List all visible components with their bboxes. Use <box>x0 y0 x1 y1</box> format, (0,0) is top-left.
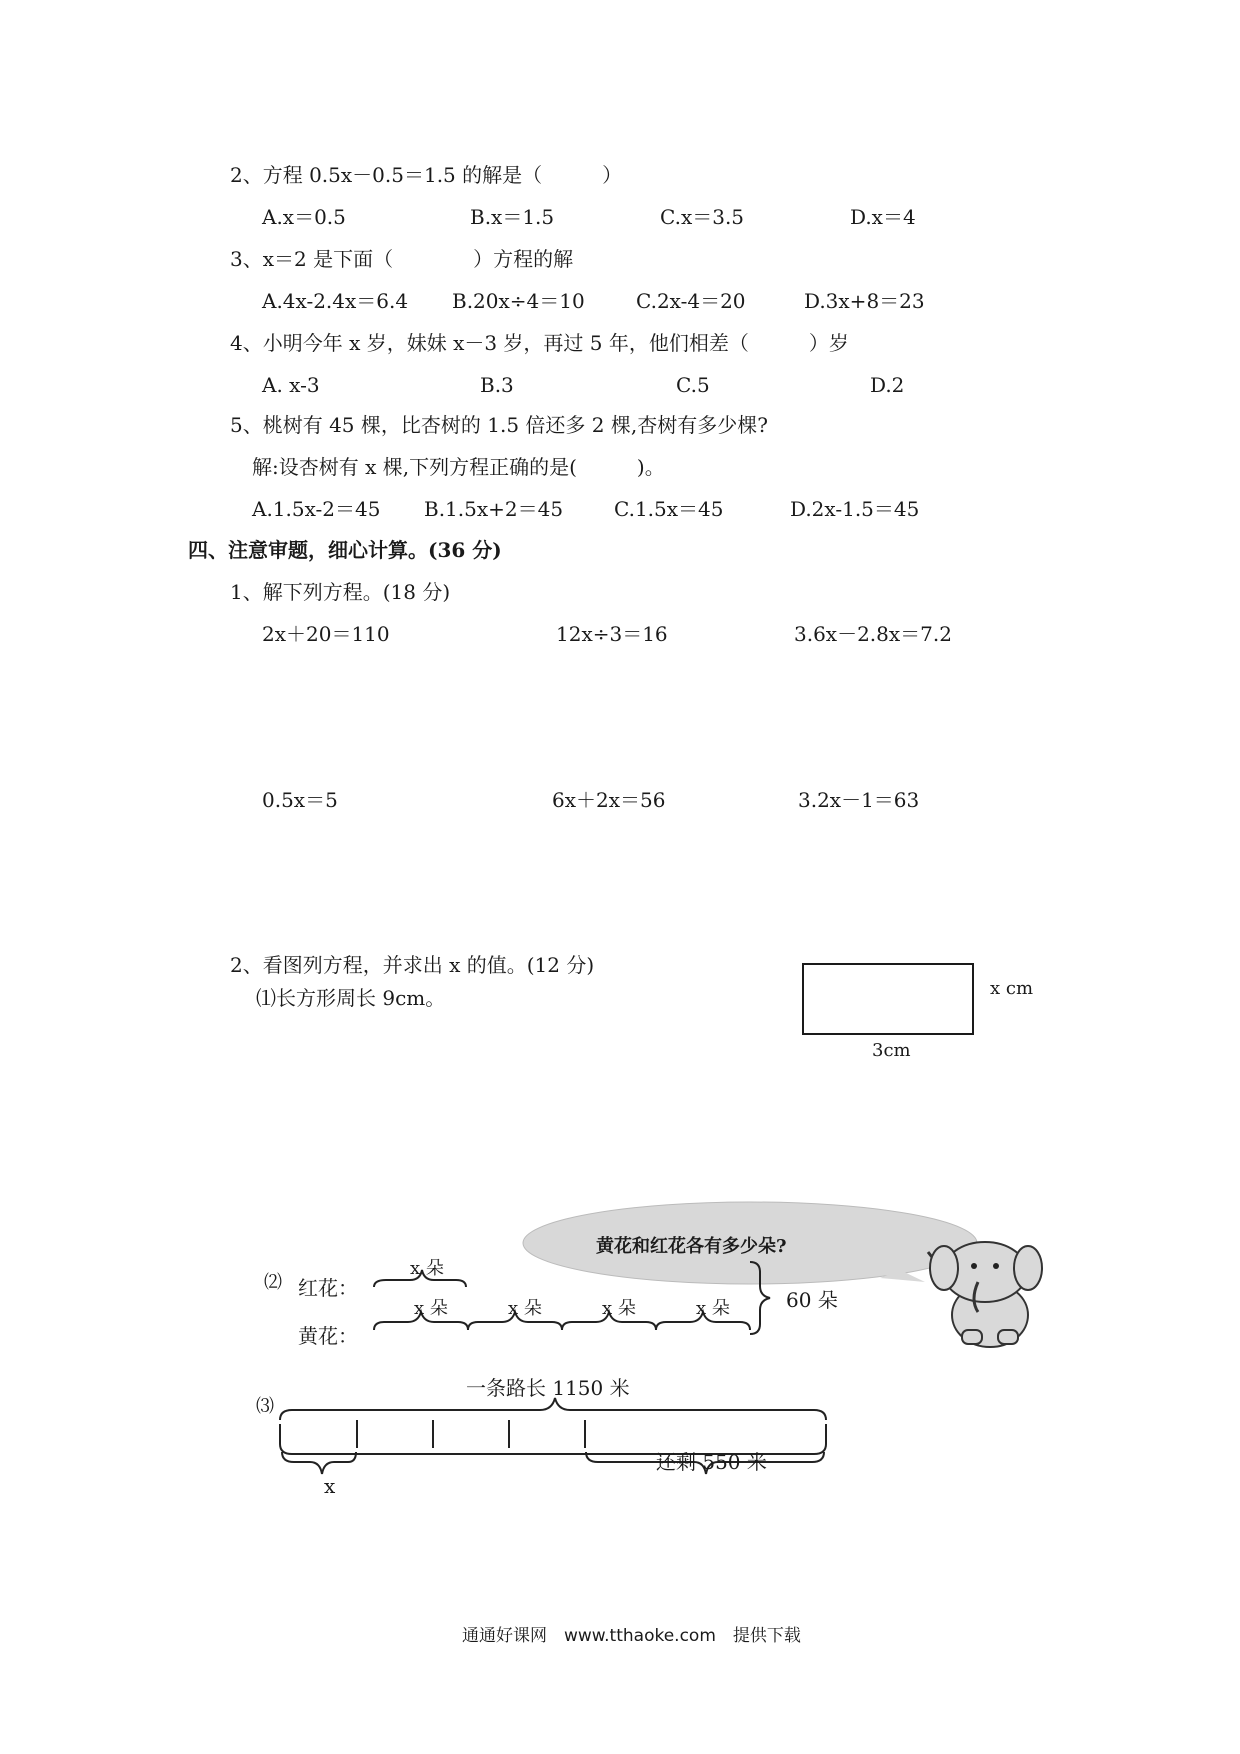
flower-total-label: 60 朵 <box>786 1288 838 1312</box>
road-length-label: 一条路长 1150 米 <box>466 1376 630 1400</box>
red-flower-unit: x 朵 <box>410 1258 444 1279</box>
yellow-flower-label: 黄花： <box>298 1324 358 1348</box>
q4-option-a: A. x-3 <box>262 373 320 397</box>
question-3-stem: 3、x＝2 是下面（ ）方程的解 <box>230 247 574 271</box>
sub-question-2-number: ⑵ <box>264 1272 282 1293</box>
x-segment-brace <box>282 1452 356 1474</box>
equation-3: 3.6x－2.8x＝7.2 <box>794 622 952 646</box>
question-5-hint: 解:设杏树有 x 棵,下列方程正确的是( )。 <box>252 455 665 479</box>
equation-1: 2x＋20＝110 <box>262 622 390 646</box>
q3-option-c: C.2x-4＝20 <box>636 289 746 313</box>
q4-option-b: B.3 <box>480 373 514 397</box>
part-2-title: 2、看图列方程，并求出 x 的值。(12 分) <box>230 953 595 977</box>
q5-option-d: D.2x-1.5＝45 <box>790 497 920 521</box>
yellow-flower-unit-1: x 朵 <box>414 1298 448 1319</box>
yellow-flower-unit-3: x 朵 <box>602 1298 636 1319</box>
road-top-brace <box>280 1398 826 1420</box>
equation-2: 12x÷3＝16 <box>556 622 668 646</box>
q5-option-c: C.1.5x＝45 <box>614 497 724 521</box>
q4-option-d: D.2 <box>870 373 905 397</box>
q2-option-b: B.x＝1.5 <box>470 205 555 229</box>
yellow-flower-unit-4: x 朵 <box>696 1298 730 1319</box>
q4-option-c: C.5 <box>676 373 710 397</box>
elephant-mascot <box>928 1242 1042 1347</box>
q3-option-d: D.3x+8＝23 <box>804 289 925 313</box>
rectangle-side-label: x cm <box>990 978 1034 999</box>
equation-4: 0.5x＝5 <box>262 788 338 812</box>
question-5-stem: 5、桃树有 45 棵，比杏树的 1.5 倍还多 2 棵,杏树有多少棵? <box>230 413 768 437</box>
part-1-title: 1、解下列方程。(18 分) <box>230 580 451 604</box>
road-remain-label: 还剩 550 米 <box>656 1450 767 1474</box>
rectangle-bottom-label: 3cm <box>872 1040 911 1061</box>
q5-option-a: A.1.5x-2＝45 <box>252 497 381 521</box>
q2-option-c: C.x＝3.5 <box>660 205 745 229</box>
sub-question-1: ⑴长方形周长 9cm。 <box>256 986 446 1010</box>
road-x-label: x <box>324 1474 336 1498</box>
q2-option-a: A.x＝0.5 <box>262 205 346 229</box>
q2-option-d: D.x＝4 <box>850 205 916 229</box>
red-flower-label: 红花： <box>298 1276 358 1300</box>
q5-option-b: B.1.5x+2＝45 <box>424 497 564 521</box>
equation-6: 3.2x－1＝63 <box>798 788 920 812</box>
question-4-stem: 4、小明今年 x 岁，妹妹 x－3 岁，再过 5 年，他们相差（ ）岁 <box>230 331 849 355</box>
yellow-flower-unit-2: x 朵 <box>508 1298 542 1319</box>
sub-question-3-number: ⑶ <box>256 1396 274 1417</box>
equation-5: 6x＋2x＝56 <box>552 788 666 812</box>
q3-option-b: B.20x÷4＝10 <box>452 289 585 313</box>
question-2-stem: 2、方程 0.5x－0.5＝1.5 的解是（ ） <box>230 163 623 187</box>
footer-text: 通通好课网 www.tthaoke.com 提供下载 <box>462 1626 801 1646</box>
q3-option-a: A.4x-2.4x＝6.4 <box>262 289 409 313</box>
section-4-title: 四、注意审题，细心计算。(36 分) <box>188 538 502 562</box>
speech-bubble-text: 黄花和红花各有多少朵? <box>596 1236 787 1257</box>
